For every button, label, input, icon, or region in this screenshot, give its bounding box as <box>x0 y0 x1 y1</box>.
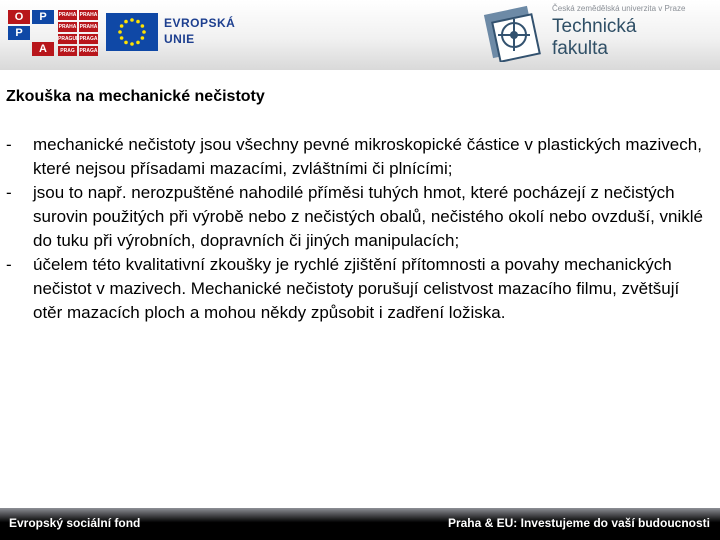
praha-cell: PRAGA <box>79 36 98 42</box>
eu-flag-icon <box>106 13 158 51</box>
eu-line-2: UNIE <box>164 32 195 46</box>
bullet-text: mechanické nečistoty jsou všechny pevné mikroskopické částice v plastických mazivech, které nejsou přísadami mazacími, zvláštními či plnícími; <box>33 135 702 178</box>
eu-star-icon <box>130 18 134 22</box>
bullet-text: jsou to např. nerozpuštěné nahodilé příměsi tuhých hmot, které pocházejí z nečistých surovin použitých při výrobě nebo z nečistých obalů, nečistého okolí nebo ovzduší, vniklé do tuku při výrobních, dopravních či jiných manipulacích; <box>33 183 703 250</box>
oppa-logo <box>8 10 56 56</box>
faculty-line-2: fakulta <box>552 38 608 59</box>
oppa-letter: P <box>8 26 30 40</box>
praha-cell: PRAGA <box>79 48 98 54</box>
bullet-marker: - <box>6 183 12 202</box>
eu-line-1: EVROPSKÁ <box>164 16 236 30</box>
bullet-item <box>6 253 712 325</box>
university-name: Česká zemědělská univerzita v Praze <box>552 4 686 13</box>
oppa-letter: A <box>32 42 54 56</box>
bullet-item <box>6 133 712 181</box>
eu-star-icon <box>120 24 124 28</box>
eu-star-icon <box>124 20 128 24</box>
technical-faculty-logo-icon <box>482 4 544 62</box>
bullet-list <box>6 133 712 325</box>
praha-cell: PRAHA <box>79 24 98 30</box>
eu-star-icon <box>130 42 134 46</box>
praha-cell: PRAGUE <box>58 36 80 42</box>
oppa-letter: P <box>32 10 54 24</box>
eu-star-icon <box>118 30 122 34</box>
slide-title: Zkouška na mechanické nečistoty <box>6 88 265 105</box>
bullet-marker: - <box>6 255 12 274</box>
footer-bar <box>0 508 720 540</box>
bullet-item <box>6 181 712 253</box>
eu-star-icon <box>136 20 140 24</box>
bullet-text: účelem této kvalitativní zkoušky je rychlé zjištění přítomnosti a povahy mechanických nečistot v mazivech. Mechanické nečistoty porušují celistvost mazacího filmu, zvětšují otěr mazacích ploch a mohou někdy způsobit i zadření ložiska. <box>33 255 680 322</box>
praha-cell: PRAHA <box>58 12 77 18</box>
eu-star-icon <box>136 41 140 45</box>
eu-logo-text <box>164 15 235 47</box>
eu-star-icon <box>142 30 146 34</box>
praha-cell: PRAHA <box>58 24 77 30</box>
footer-left-text: Evropský sociální fond <box>9 516 141 530</box>
header-band <box>0 0 720 70</box>
faculty-name <box>552 16 637 60</box>
eu-star-icon <box>141 36 145 40</box>
eu-star-icon <box>124 41 128 45</box>
oppa-letter: O <box>8 10 30 24</box>
praha-cell: PRAG <box>58 46 77 56</box>
praha-logo-grid <box>58 10 98 56</box>
praha-cell: PRAHA <box>79 12 98 18</box>
footer-right-text: Praha & EU: Investujeme do vaší budoucnosti <box>447 516 710 530</box>
eu-star-icon <box>141 24 145 28</box>
eu-star-icon <box>120 36 124 40</box>
bullet-marker: - <box>6 135 12 154</box>
faculty-line-1: Technická <box>552 16 637 37</box>
